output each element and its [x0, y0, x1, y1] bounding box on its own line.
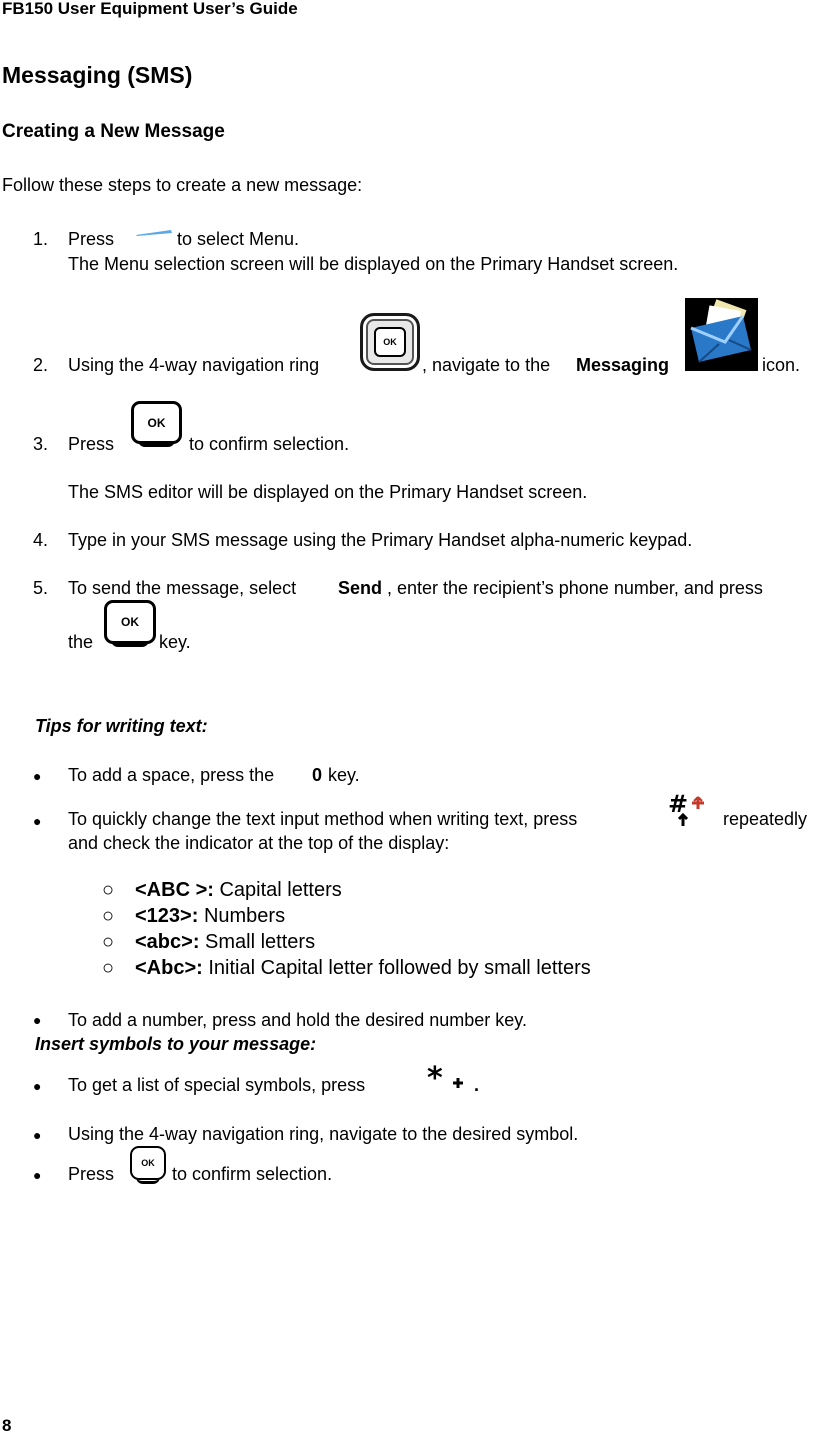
step-3-press: Press — [68, 434, 115, 454]
symbols-title: Insert symbols to your message: — [35, 1034, 317, 1054]
mode-item-3: <abc>: Small letters — [135, 931, 316, 953]
step-2-messaging: Messaging — [576, 355, 670, 375]
symbols-1-text: To get a list of special symbols, press — [68, 1075, 366, 1095]
ok-key-icon: OK — [130, 1146, 166, 1180]
symbols-3-post: to confirm selection. — [172, 1164, 333, 1184]
bullet-icon: ● — [33, 813, 42, 829]
tips-title: Tips for writing text: — [35, 716, 208, 736]
star-key-icon — [427, 1064, 465, 1094]
left-softkey-icon — [135, 229, 173, 237]
svg-text:#: # — [668, 792, 689, 818]
step-5-the: the — [68, 632, 94, 652]
section-title: Messaging (SMS) — [2, 62, 193, 88]
step-1-text: to select Menu. — [177, 229, 300, 249]
navigation-ring-icon — [360, 313, 420, 371]
bullet-icon: ● — [33, 1167, 42, 1183]
symbols-2-text: Using the 4-way navigation ring, navigate to the desired symbol. — [68, 1124, 579, 1144]
symbols-3-pre: Press — [68, 1164, 115, 1184]
tip-1-post: key. — [328, 765, 360, 785]
step-4-number: 4. — [33, 530, 49, 550]
step-5-key: key. — [159, 632, 191, 652]
subsection-title: Creating a New Message — [2, 121, 225, 142]
mode-circle-icon: ○ — [102, 931, 115, 953]
tip-2-line2: and check the indicator at the top of the display: — [68, 833, 450, 853]
ok-key-icon: OK — [104, 600, 156, 644]
step-5-number: 5. — [33, 578, 49, 598]
tip-1-zero: 0 — [312, 765, 323, 785]
nav-ring-ok-label: OK — [374, 327, 406, 357]
step-4-text: Type in your SMS message using the Primary Handset alpha-numeric keypad. — [68, 530, 693, 550]
bullet-icon: ● — [33, 1012, 42, 1028]
step-3-line2: The SMS editor will be displayed on the Primary Handset screen. — [68, 482, 588, 502]
mode-item-2: <123>: Numbers — [135, 905, 286, 927]
mode-item-4: <Abc>: Initial Capital letter followed by small letters — [135, 957, 591, 979]
mode-circle-icon: ○ — [102, 879, 115, 901]
bullet-icon: ● — [33, 768, 42, 784]
document-header: FB150 User Equipment User’s Guide — [2, 0, 298, 18]
svg-text:*: * — [427, 1064, 443, 1094]
mode-circle-icon: ○ — [102, 905, 115, 927]
step-2-end: icon. — [762, 355, 801, 375]
step-5-pre: To send the message, select — [68, 578, 297, 598]
ok-key-icon: OK — [131, 401, 182, 444]
bullet-icon: ● — [33, 1127, 42, 1143]
mode-item-1: <ABC >: Capital letters — [135, 879, 342, 901]
bullet-icon: ● — [33, 1078, 42, 1094]
tip-3-text: To add a number, press and hold the desired number key. — [68, 1010, 527, 1030]
intro-text: Follow these steps to create a new message: — [2, 175, 363, 195]
step-1-number: 1. — [33, 229, 49, 249]
tip-1-pre: To add a space, press the — [68, 765, 275, 785]
mode-circle-icon: ○ — [102, 957, 115, 979]
step-3-number: 3. — [33, 434, 49, 454]
step-1-line2: The Menu selection screen will be displayed on the Primary Handset screen. — [68, 254, 679, 274]
tip-2-repeatedly: repeatedly — [723, 809, 808, 829]
step-3-text: to confirm selection. — [189, 434, 350, 454]
step-1-press: Press — [68, 229, 115, 249]
step-2-mid: , navigate to the — [422, 355, 551, 375]
step-5-send: Send — [338, 578, 383, 598]
step-2-text: Using the 4-way navigation ring — [68, 355, 320, 375]
page-number: 8 — [2, 1416, 12, 1435]
tip-2-line1: To quickly change the text input method when writing text, press — [68, 809, 578, 829]
step-5-post: , enter the recipient’s phone number, and press — [387, 578, 763, 598]
hash-key-icon — [668, 792, 710, 828]
step-2-number: 2. — [33, 355, 49, 375]
symbols-1-end: . — [474, 1075, 480, 1095]
messaging-icon — [685, 298, 758, 371]
